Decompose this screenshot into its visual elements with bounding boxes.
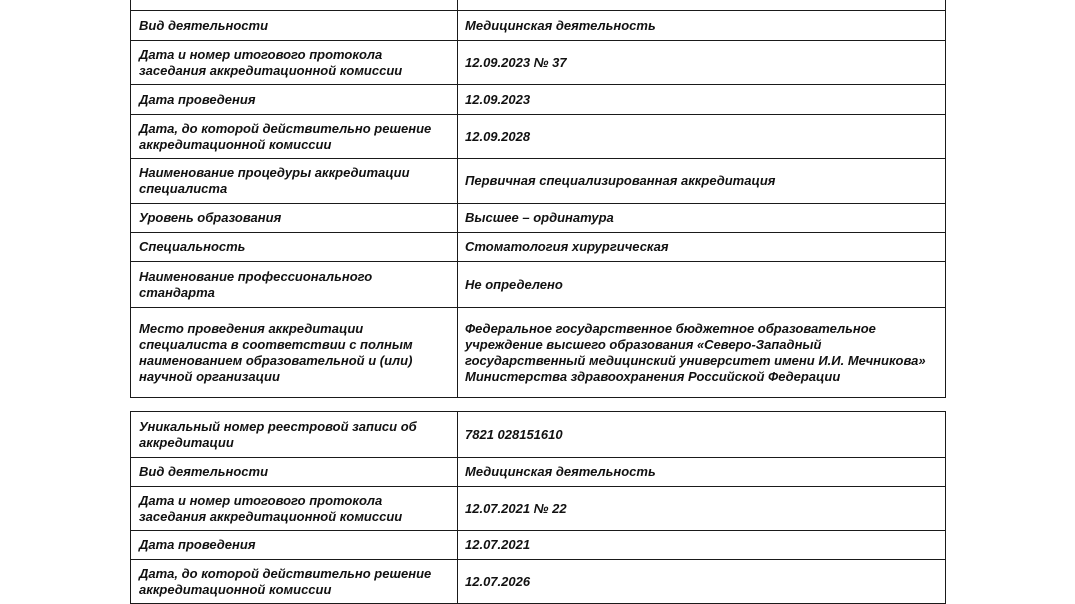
table-row [131, 85, 946, 115]
table-row [131, 412, 946, 458]
field-value: 12.09.2028 [458, 115, 946, 159]
field-label: Наименование процедуры аккредитации специалиста [131, 159, 458, 204]
table-row [131, 308, 946, 398]
field-value: Первичная специализированная аккредитация [458, 159, 946, 204]
table-row [131, 262, 946, 308]
table-row [131, 159, 946, 204]
field-value: Федеральное государственное бюджетное образовательное учреждение высшего образования «Северо-Западный государственный медицинский университет имени И.И. Мечникова» Министерства здравоохранения Российской Федерации [458, 308, 946, 398]
field-value: Высшее – ординатура [458, 204, 946, 233]
field-value: 12.07.2021 № 22 [458, 487, 946, 531]
field-label: Дата проведения [131, 531, 458, 560]
field-value: 12.09.2023 [458, 85, 946, 115]
field-label: Место проведения аккредитации специалиста в соответствии с полным наименованием образовательной и (или) научной организации [131, 308, 458, 398]
table-row [131, 233, 946, 262]
table-row [131, 458, 946, 487]
field-label: Дата, до которой действительно решение аккредитационной комиссии [131, 560, 458, 604]
table-row [131, 41, 946, 85]
field-label: Специальность [131, 233, 458, 262]
field-label: Уникальный номер реестровой записи об аккредитации [131, 412, 458, 458]
field-label: Дата и номер итогового протокола заседания аккредитационной комиссии [131, 487, 458, 531]
table-row [131, 531, 946, 560]
field-value: 7821 028151610 [458, 412, 946, 458]
field-label: Наименование профессионального стандарта [131, 262, 458, 308]
field-value [458, 0, 946, 11]
field-label: Вид деятельности [131, 458, 458, 487]
field-label: Вид деятельности [131, 11, 458, 41]
table-row [131, 115, 946, 159]
field-value: Медицинская деятельность [458, 458, 946, 487]
field-label: Дата проведения [131, 85, 458, 115]
table-row [131, 0, 946, 11]
accreditation-record-1-table [130, 0, 946, 398]
field-label [131, 0, 458, 11]
field-label: Уровень образования [131, 204, 458, 233]
table-row [131, 560, 946, 604]
field-value: 12.07.2026 [458, 560, 946, 604]
field-value: Не определено [458, 262, 946, 308]
table-row [131, 204, 946, 233]
field-value: Медицинская деятельность [458, 11, 946, 41]
table-row [131, 11, 946, 41]
field-value: 12.07.2021 [458, 531, 946, 560]
field-label: Дата, до которой действительно решение аккредитационной комиссии [131, 115, 458, 159]
field-value: 12.09.2023 № 37 [458, 41, 946, 85]
accreditation-record-2-table [130, 411, 946, 604]
field-value: Стоматология хирургическая [458, 233, 946, 262]
field-label: Дата и номер итогового протокола заседания аккредитационной комиссии [131, 41, 458, 85]
table-row [131, 487, 946, 531]
